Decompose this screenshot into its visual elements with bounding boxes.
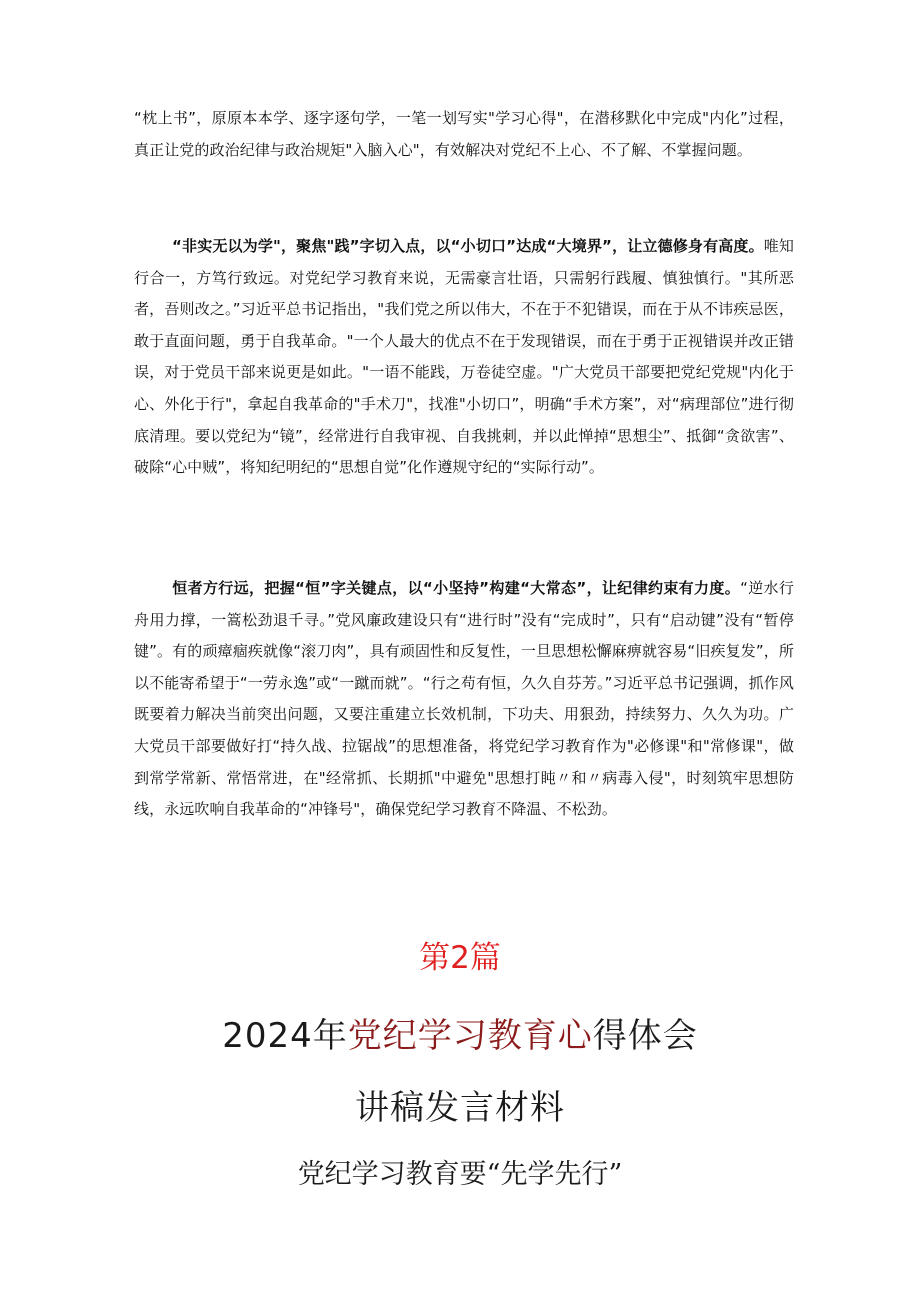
paragraph-3-text: “逆水行舟用力撑，一篙松劲退千寻。”党风廉政建设只有“进行时”没有“完成时”，只有“启动键”没有“暂停键”。有的顽瘴痼疾就像“滚刀肉”，具有顽固性和反复性，一旦思想松懈麻痹就容易“旧疾复发”，所以不能寄希望于“一劳永逸”或“一蹴而就”。“行之苟有恒，久久自芬芳。”习近平总书记强调，抓作风既要着力解决当前突出问题，又要注重建立长效机制，下功夫、用狠劲，持续努力、久久为功。广大党员干部要做好打“持久战、拉锯战”的思想准备，将党纪学习教育作为"必修课"和"常修课"，做到常学常新、常悟常进，在"经常抓、长期抓"中避免"思想打盹〃和〃病毒入侵"，时刻筑牢思想防线，永远吹响自我革命的“冲锋号"，确保党纪学习教育不降温、不松劲。	[134, 579, 795, 819]
body-paragraph-3	[134, 573, 794, 826]
paragraph-1-text: “枕上书”，原原本本学、逐字逐句学，一笔一划写实"学习心得"，在潜移默化中完成"内化”过程，真正让党的政治纪律与政治规矩"入脑入心"，有效解决对党纪不上心、不了解、不掌握问题。	[134, 109, 794, 159]
paragraph-2-text: 唯知行合一，方笃行致远。对党纪学习教育来说，无需豪言壮语，只需躬行践履、慎独慎行。"其所恶者，吾则改之。”习近平总书记指出，"我们党之所以伟大，不在于不犯错误，而在于从不讳疾忌医，敢于直面问题，勇于自我革命。"一个人最大的优点不在于发现错误，而在于勇于正视错误并改正错误，对于党员干部来说更是如此。"一语不能践，万卷徒空虚。"广大党员干部要把党纪党规"内化于心、外化于行"，拿起自我革命的"手术刀"，找准"小切口”，明确“手术方案”，对“病理部位”进行彻底清理。要以党纪为“镜”，经常进行自我审视、自我挑刺，并以此惮掉“思想尘”、抵御“贪欲害”、破除“心中贼”，将知纪明纪的“思想自觉”化作遵规守纪的“实际行动”。	[134, 237, 795, 477]
body-paragraph-1	[134, 103, 794, 166]
section-number: 第2篇	[419, 940, 501, 976]
title-suffix: 得体会	[592, 1016, 698, 1056]
paragraph-3-lead: 恒者方行远，把握“恒”字关键点，以“小坚持”构建“大常态”，让纪律约束有力度。	[172, 579, 741, 597]
title-accent: 党纪学习教育心	[347, 1016, 593, 1056]
document-subtitle: 党纪学习教育要“先学先行”	[297, 1159, 623, 1190]
title-prefix: 2024年	[222, 1016, 348, 1056]
paragraph-2-lead: “非实无以为学"，聚焦"践”字切入点，以“小切口”达成“大境界”，让立德修身有高度。	[172, 237, 764, 255]
document-title-line-2: 讲稿发言材料	[355, 1088, 565, 1128]
document-title-line-1	[0, 1008, 920, 1057]
body-paragraph-2	[134, 231, 794, 484]
